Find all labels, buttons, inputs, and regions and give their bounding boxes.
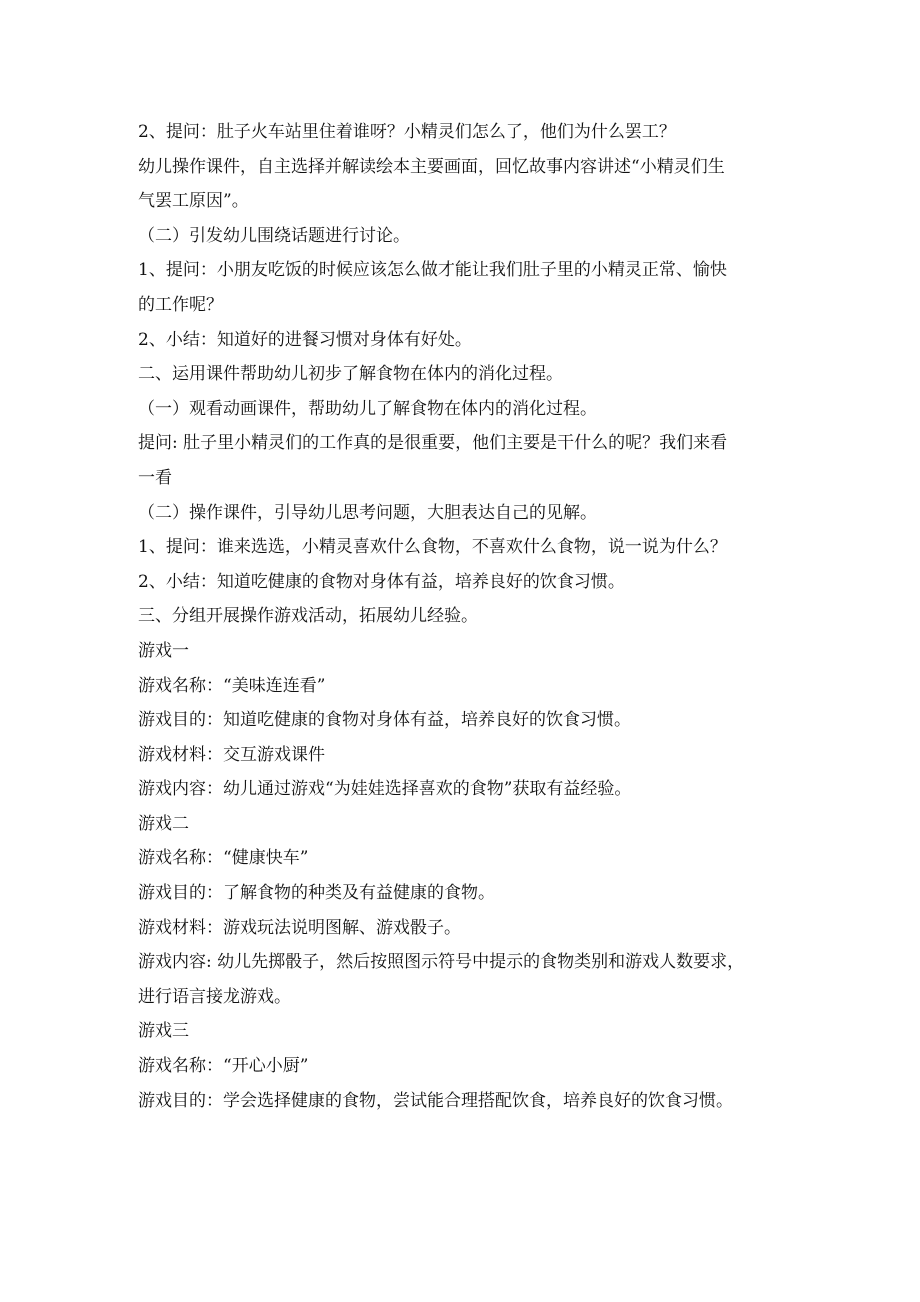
- paragraph-line: 游戏内容: 幼儿先掷骰子，然后按照图示符号中提示的食物类别和游戏人数要求，: [138, 952, 745, 973]
- section-heading: 三、分组开展操作游戏活动，拓展幼儿经验。: [138, 606, 478, 627]
- paragraph-line: 2、小结：知道好的进餐习惯对身体有好处。: [138, 329, 472, 350]
- paragraph-line: 2、小结：知道吃健康的食物对身体有益，培养良好的饮食习惯。: [138, 571, 625, 592]
- paragraph-line: 的工作呢？: [138, 294, 223, 315]
- paragraph-line: 游戏名称：“开心小厨”: [138, 1056, 309, 1077]
- section-heading: （一）观看动画课件，帮助幼儿了解食物在体内的消化过程。: [138, 398, 597, 419]
- paragraph-line: 2、提问：肚子火车站里住着谁呀？小精灵们怎么了，他们为什么罢工？: [138, 122, 676, 142]
- paragraph-line: 幼儿操作课件，自主选择并解读绘本主要画面，回忆故事内容讲述“小精灵们生: [138, 156, 725, 177]
- paragraph-line: 游戏名称：“美味连连看”: [138, 675, 326, 696]
- paragraph-line: 游戏材料：游戏玩法说明图解、游戏骰子。: [138, 917, 461, 938]
- paragraph-line: 进行语言接龙游戏。: [138, 986, 291, 1007]
- paragraph-line: 游戏目的：学会选择健康的食物，尝试能合理搭配饮食，培养良好的饮食习惯。: [138, 1090, 733, 1111]
- paragraph-line: 游戏材料：交互游戏课件: [138, 744, 325, 765]
- paragraph-line: 气罢工原因”。: [138, 191, 249, 212]
- section-heading: 二、运用课件帮助幼儿初步了解食物在体内的消化过程。: [138, 364, 563, 385]
- paragraph-line: 游戏内容：幼儿通过游戏“为娃娃选择喜欢的食物”获取有益经验。: [138, 779, 632, 800]
- paragraph-line: 游戏目的：知道吃健康的食物对身体有益，培养良好的饮食习惯。: [138, 710, 631, 731]
- paragraph-line: 1、提问：谁来选选，小精灵喜欢什么食物，不喜欢什么食物，说一说为什么？: [138, 537, 727, 558]
- game-heading: 游戏三: [138, 1021, 189, 1042]
- document-body: [138, 115, 788, 1118]
- section-heading: （二）引发幼儿围绕话题进行讨论。: [138, 225, 410, 246]
- game-heading: 游戏一: [138, 640, 189, 661]
- game-heading: 游戏二: [138, 813, 189, 834]
- paragraph-line: 游戏名称：“健康快车”: [138, 848, 309, 869]
- paragraph-line: 游戏目的：了解食物的种类及有益健康的食物。: [138, 883, 495, 904]
- paragraph-line: 一看: [138, 467, 172, 488]
- paragraph-line: 1、提问：小朋友吃饭的时候应该怎么做才能让我们肚子里的小精灵正常、愉快: [138, 260, 727, 281]
- section-heading: （二）操作课件，引导幼儿思考问题，大胆表达自己的见解。: [138, 502, 597, 523]
- paragraph-line: 提问: 肚子里小精灵们的工作真的是很重要，他们主要是干什么的呢？我们来看: [138, 433, 728, 454]
